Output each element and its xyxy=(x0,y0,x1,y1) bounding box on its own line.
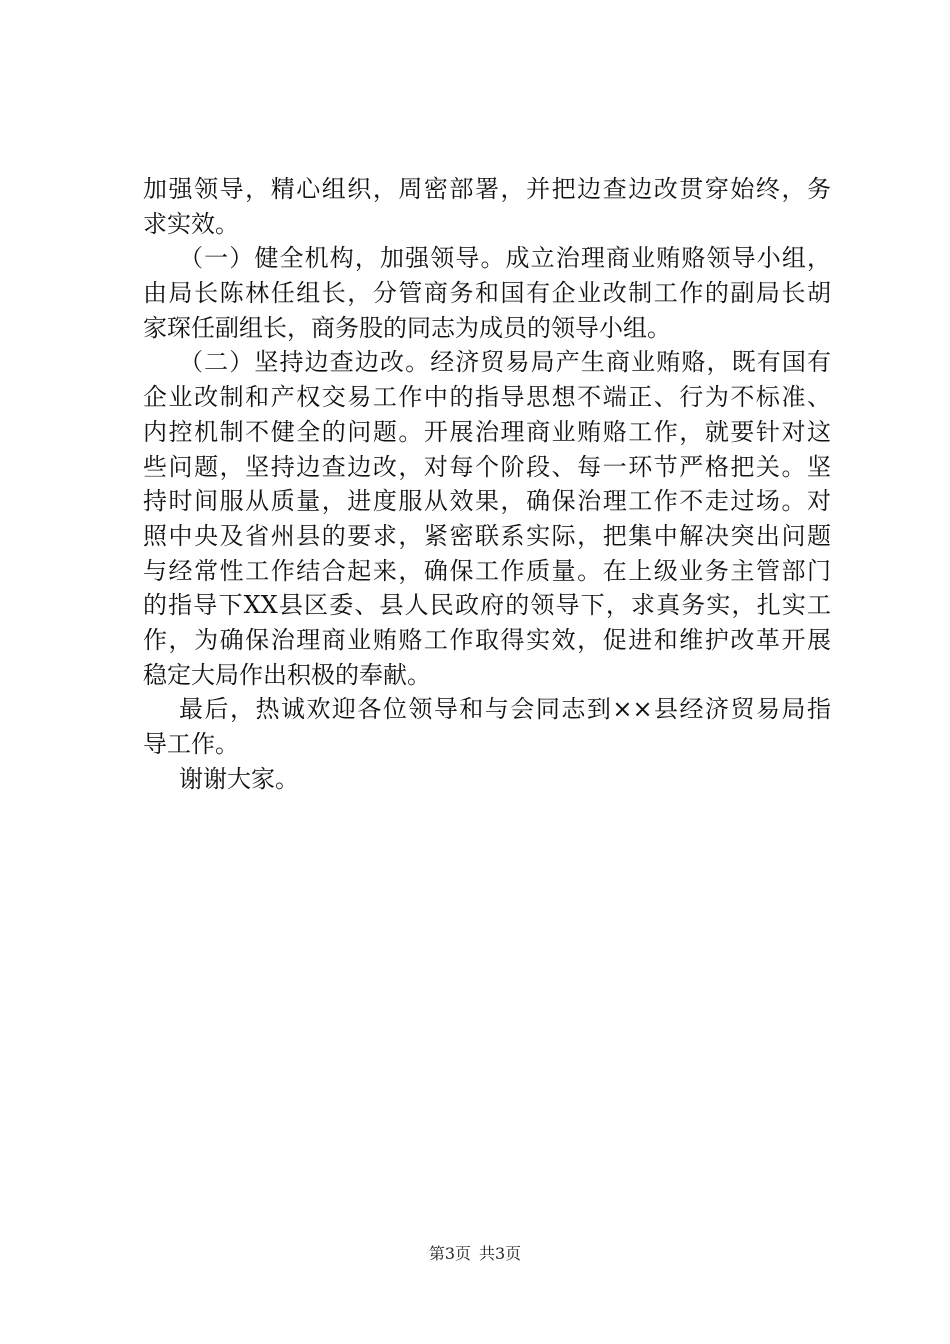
text-line: 内控机制不健全的问题。开展治理商业贿赂工作，就要针对这 xyxy=(143,417,831,446)
text-line: 持时间服从质量，进度服从效果，确保治理工作不走过场。对 xyxy=(143,487,831,516)
text-line: 最后，热诚欢迎各位领导和与会同志到××县经济贸易局指 xyxy=(179,695,831,724)
text-line: （一）健全机构，加强领导。成立治理商业贿赂领导小组， xyxy=(179,244,831,273)
text-line: 照中央及省州县的要求，紧密联系实际，把集中解决突出问题 xyxy=(143,521,831,550)
text-line: 的指导下XX县区委、县人民政府的领导下，求真务实，扎实工 xyxy=(143,591,831,620)
body-text xyxy=(143,172,831,796)
text-line: 与经常性工作结合起来，确保工作质量。在上级业务主管部门 xyxy=(143,556,831,585)
text-line: 谢谢大家。 xyxy=(179,764,299,793)
page-number: 第3页 xyxy=(428,1244,471,1263)
text-line: 由局长陈林任组长，分管商务和国有企业改制工作的副局长胡 xyxy=(143,279,831,308)
text-line: 稳定大局作出积极的奉献。 xyxy=(143,660,431,689)
text-line: 加强领导，精心组织，周密部署，并把边查边改贯穿始终，务 xyxy=(143,175,831,203)
text-line: 企业改制和产权交易工作中的指导思想不端正、行为不标准、 xyxy=(143,383,831,412)
text-line: 求实效。 xyxy=(143,209,239,238)
text-line: （二）坚持边查边改。经济贸易局产生商业贿赂，既有国有 xyxy=(179,348,831,377)
text-line: 作，为确保治理商业贿赂工作取得实效，促进和维护改革开展 xyxy=(143,625,831,654)
text-line: 些问题，坚持边查边改，对每个阶段、每一环节严格把关。坚 xyxy=(143,452,831,481)
text-line: 导工作。 xyxy=(143,730,239,758)
text-line: 家琛任副组长，商务股的同志为成员的领导小组。 xyxy=(143,313,671,342)
page-footer xyxy=(0,1243,950,1265)
page-total: 共3页 xyxy=(479,1244,522,1263)
